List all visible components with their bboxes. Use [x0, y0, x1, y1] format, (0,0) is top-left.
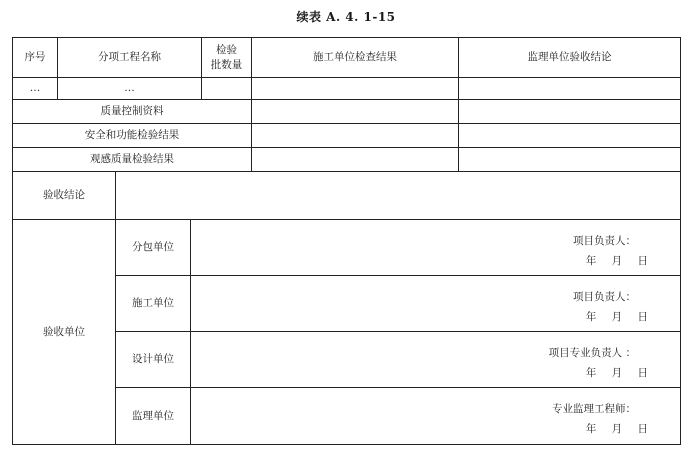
unit-design-name: 设计单位 — [116, 332, 191, 388]
unit-subcontractor-sign — [573, 232, 654, 272]
unit-subcontractor-signer: 项目负责人： — [573, 235, 636, 247]
unit-design-signer: 项目专业负责人 ： — [548, 347, 636, 359]
unit-subcontractor-name: 分包单位 — [116, 220, 191, 276]
table-title: 续表 A. 4. 1-15 — [296, 10, 396, 24]
summary-appearance-contractor — [252, 148, 459, 172]
unit-design-date: 年 月 日 — [585, 366, 654, 379]
acceptance-units-label: 验收单位 — [13, 220, 116, 444]
unit-contractor-sign — [573, 288, 654, 328]
header-batch-line2: 批数量 — [210, 58, 243, 71]
ellipsis-supervisor — [459, 78, 680, 100]
ellipsis-seq: … — [13, 78, 58, 100]
summary-safety-function-label: 安全和功能检验结果 — [13, 124, 252, 148]
summary-quality-control-label: 质量控制资料 — [13, 100, 252, 124]
summary-safety-function-supervisor — [459, 124, 680, 148]
header-seq: 序号 — [13, 38, 58, 78]
conclusion-label: 验收结论 — [13, 172, 116, 220]
unit-contractor-date: 年 月 日 — [585, 310, 654, 323]
unit-contractor-name: 施工单位 — [116, 276, 191, 332]
unit-supervisor-sign — [552, 400, 654, 440]
unit-supervisor-name: 监理单位 — [116, 388, 191, 444]
header-supervisor-conclusion: 监理单位验收结论 — [459, 38, 680, 78]
header-contractor-result: 施工单位检查结果 — [252, 38, 459, 78]
unit-supervisor-date: 年 月 日 — [585, 422, 654, 435]
summary-safety-function-contractor — [252, 124, 459, 148]
summary-quality-control-contractor — [252, 100, 459, 124]
summary-appearance-supervisor — [459, 148, 680, 172]
unit-subcontractor-sign-area — [191, 220, 680, 276]
unit-design-sign — [549, 344, 654, 384]
summary-quality-control-supervisor — [459, 100, 680, 124]
unit-supervisor-sign-area — [191, 388, 680, 444]
header-batch-count — [202, 38, 252, 78]
unit-contractor-sign-area — [191, 276, 680, 332]
header-name: 分项工程名称 — [58, 38, 202, 78]
conclusion-content — [116, 172, 680, 220]
ellipsis-name: … — [58, 78, 202, 100]
unit-subcontractor-date: 年 月 日 — [585, 254, 654, 267]
ellipsis-batch — [202, 78, 252, 100]
acceptance-record-table — [12, 37, 681, 445]
summary-appearance-label: 观感质量检验结果 — [13, 148, 252, 172]
unit-design-sign-area — [191, 332, 680, 388]
unit-contractor-signer: 项目负责人： — [573, 291, 636, 303]
header-batch-line1: 检验 — [216, 44, 237, 57]
ellipsis-contractor — [252, 78, 459, 100]
unit-supervisor-signer: 专业监理工程师： — [552, 403, 636, 415]
